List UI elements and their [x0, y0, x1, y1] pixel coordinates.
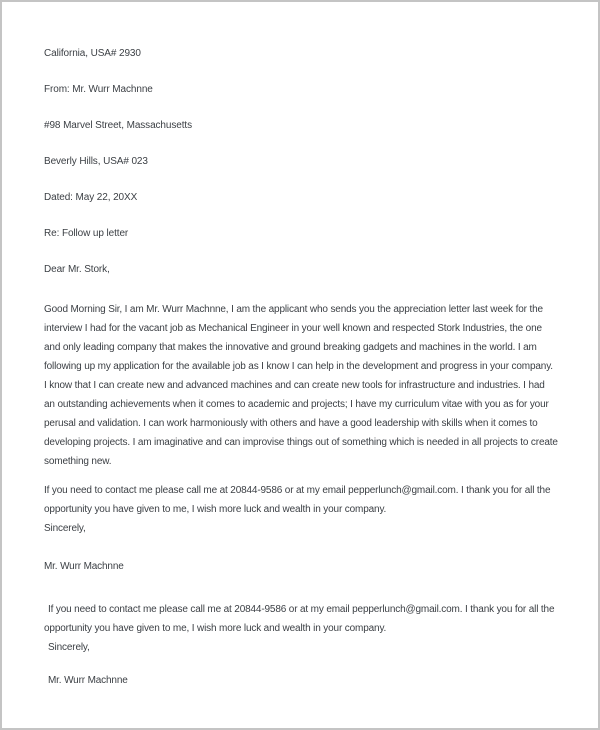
- date-line: Dated: May 22, 20XX: [44, 192, 138, 203]
- letter-content: [2, 2, 598, 690]
- closing-sincerely: Sincerely,: [44, 523, 86, 534]
- closing-paragraph: If you need to contact me please call me at 20844-9586 or at my email pepperlunch@gmail.com. I thank you for all the opportunity you have given to me, I wish more luck and wealth in your company.: [44, 485, 551, 515]
- sender-location-line: California, USA# 2930: [44, 48, 141, 59]
- street-address-line: #98 Marvel Street, Massachusetts: [44, 120, 192, 131]
- repeated-signature-name: Mr. Wurr Machnne: [48, 675, 128, 686]
- repeated-closing-paragraph: If you need to contact me please call me at 20844-9586 or at my email pepperlunch@gmail.com. I thank you for all the opportunity you have given to me, I wish more luck and wealth in your company.: [44, 604, 555, 634]
- salutation: Dear Mr. Stork,: [44, 264, 110, 275]
- body-paragraph: Good Morning Sir, I am Mr. Wurr Machnne, I am the applicant who sends you the appreciation letter last week for the interview I had for the vacant job as Mechanical Engineer in your well known and respected Stork Industries, the one and only leading company that makes the innovative and ground breaking gadgets and machines in the world. I am following up my application for the available job as I know I can help in the development and progress in your company. I know that I can create new and advanced machines and can create new tools for infrastructure and industries. I had an outstanding achievements when it comes to academic and projects; I have my curriculum vitae with you as for your perusal and validation. I can work harmoniously with others and have a good leadership with skills when it comes to developing projects. I am imaginative and can improvise things out of something which is needed in all projects to create something new.: [44, 304, 558, 467]
- subject-line: Re: Follow up letter: [44, 228, 129, 239]
- city-line: Beverly Hills, USA# 023: [44, 156, 148, 167]
- signature-name: Mr. Wurr Machnne: [44, 561, 124, 572]
- from-line: From: Mr. Wurr Machnne: [44, 84, 153, 95]
- repeated-sincerely: Sincerely,: [48, 642, 90, 653]
